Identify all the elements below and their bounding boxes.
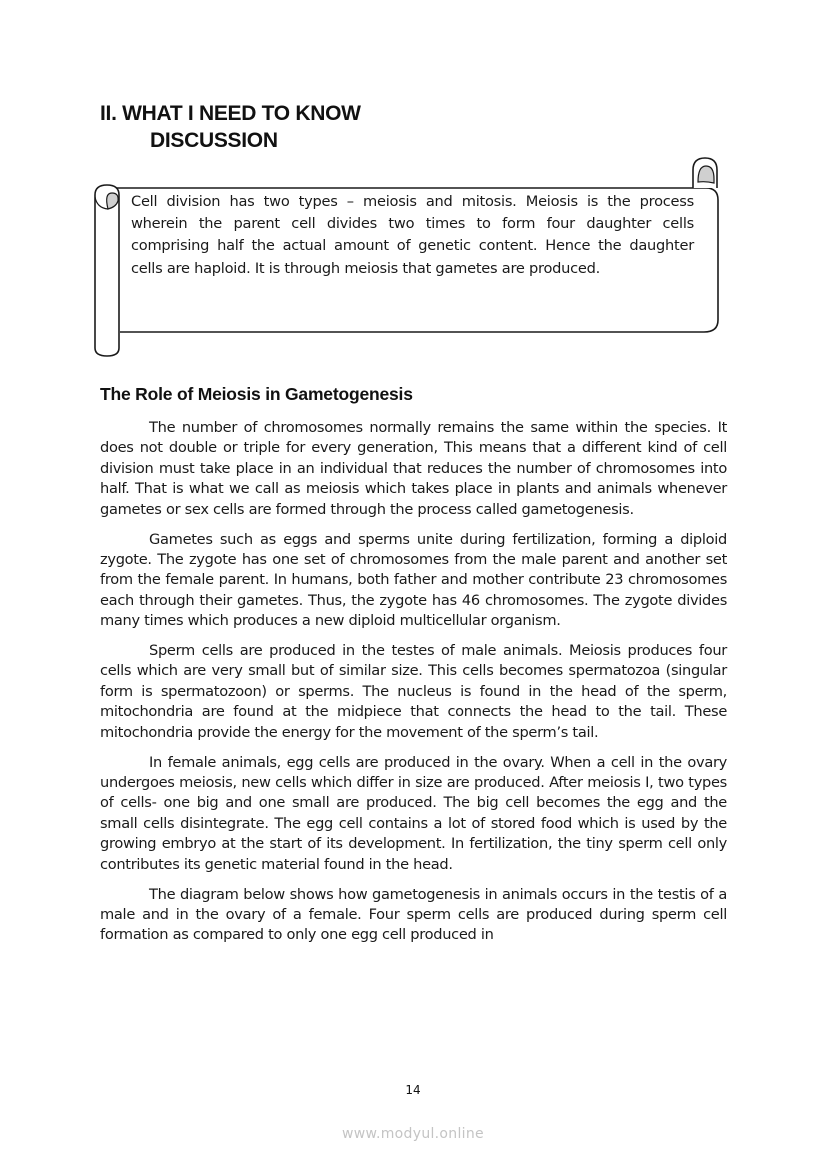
paragraph: The number of chromosomes normally remains the same within the species. It does not double or triple for every generation, This means that a different kind of cell division must take place in an individual that reduces the number of chromosomes into half. That is what we call as meiosis which takes place in plants and animals whenever gametes or sex cells are formed through the process called gametogenesis. <box>100 419 727 518</box>
scroll-left-roll <box>95 185 119 356</box>
page-number: 14 <box>405 1083 421 1097</box>
paragraph: Gametes such as eggs and sperms unite during fertilization, forming a diploid zygote. The zygote has one set of chromosomes from the male parent and another set from the female parent. In humans, both father and mother contribute 23 chromosomes each through their gametes. Thus, the zygote has 46 chromosomes. The zygote divides many times which produces a new diploid multicellular organism. <box>100 530 727 630</box>
body-text <box>100 418 727 955</box>
heading-line-2: DISCUSSION <box>150 129 278 152</box>
paragraph: Sperm cells are produced in the testes of male animals. Meiosis produces four cells which are very small but of similar size. This cells becomes spermatozoa (singular form is spermatozoon) or sperms. The nucleus is found in the head of the sperm, mitochondria are found at the midpiece that connects the head to the tail. These mitochondria provide the energy for the movement of the sperm’s tail. <box>100 642 727 741</box>
page-heading <box>100 100 361 154</box>
section-title: The Role of Meiosis in Gametogenesis <box>100 384 413 404</box>
paragraph: In female animals, egg cells are produced in the ovary. When a cell in the ovary undergoes meiosis, new cells which differ in size are produced. After meiosis I, two types of cells- one big and one small are produced. The big cell becomes the egg and the small cells disintegrate. The egg cell contains a lot of stored food which is used by the growing embryo at the start of its development. In fertilization, the tiny sperm cell only contributes its genetic material found in the head. <box>100 753 727 873</box>
scroll-right-curl-inner <box>698 166 714 183</box>
scroll-text: Cell division has two types – meiosis and mitosis. Meiosis is the process wherein the parent cell divides two times to form four daughter cells comprising half the actual amount of genetic content. Hence the daughter cells are haploid. It is through meiosis that gametes are produced. <box>131 193 694 277</box>
watermark: www.modyul.online <box>342 1126 484 1142</box>
paragraph: The diagram below shows how gametogenesis in animals occurs in the testis of a male and in the ovary of a female. Four sperm cells are produced during sperm cell formation as compared to only one egg cell produced in <box>100 885 727 944</box>
heading-line-1: II. WHAT I NEED TO KNOW <box>100 102 361 125</box>
